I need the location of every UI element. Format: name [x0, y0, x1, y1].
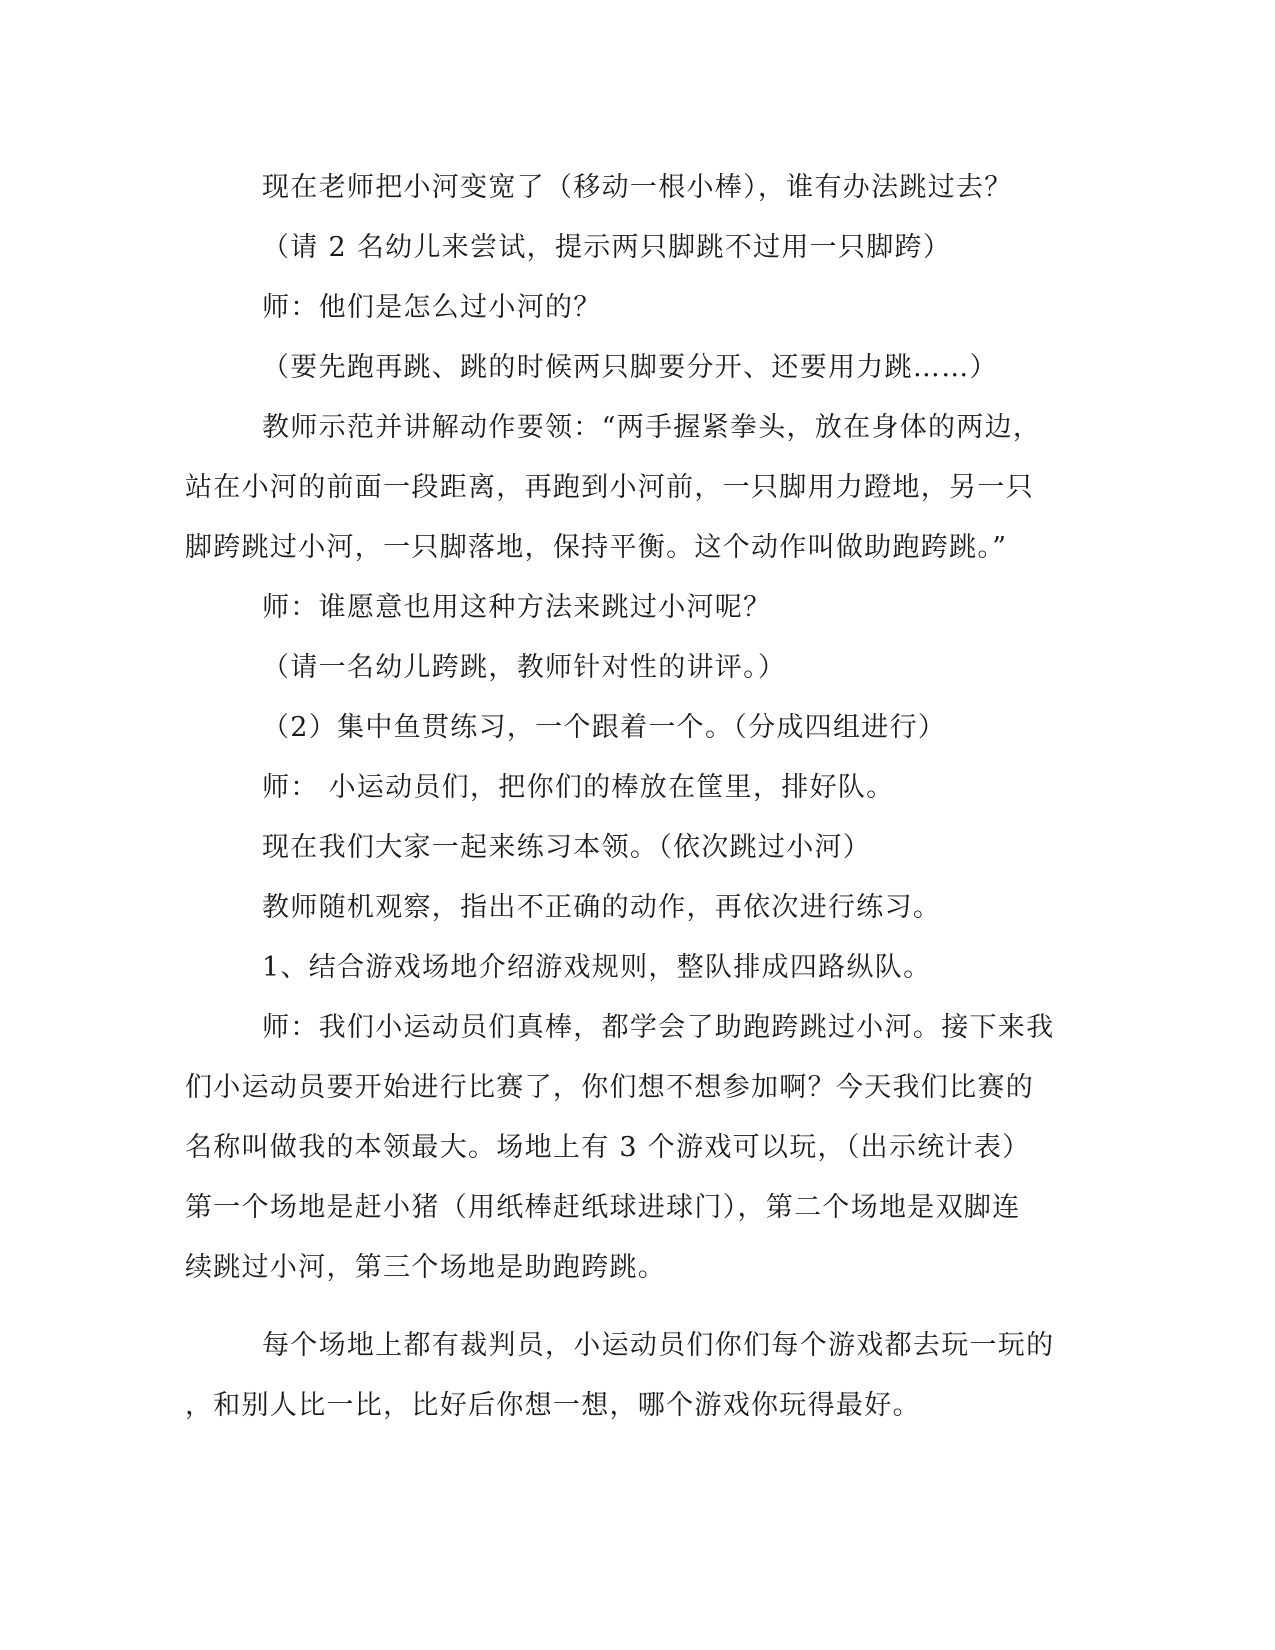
paragraph-line: 教师示范并讲解动作要领：“两手握紧拳头，放在身体的两边， [262, 412, 1042, 443]
document-body [185, 158, 1065, 1436]
paragraph-line: 第一个场地是赶小猪（用纸棒赶纸球进球门），第二个场地是双脚连 [185, 1192, 1021, 1223]
paragraph-spacer [185, 1298, 1065, 1316]
paragraph-line: 师：他们是怎么过小河的？ [262, 292, 602, 323]
paragraph-line: 师： 小运动员们，把你们的棒放在筐里，排好队。 [262, 772, 895, 803]
paragraph-line: 现在我们大家一起来练习本领。（依次跳过小河） [262, 832, 872, 863]
paragraph-line: 每个场地上都有裁判员，小运动员们你们每个游戏都去玩一玩的 [262, 1330, 1055, 1361]
paragraph-line: 师：我们小运动员们真棒，都学会了助跑跨跳过小河。接下来我 [262, 1012, 1055, 1043]
paragraph-line: （请一名幼儿跨跳，教师针对性的讲评。） [262, 652, 787, 683]
paragraph-line: 名称叫做我的本领最大。场地上有 3 个游戏可以玩，（出示统计表） [185, 1132, 1031, 1163]
paragraph-line: 师：谁愿意也用这种方法来跳过小河呢？ [262, 592, 772, 623]
paragraph-line: 续跳过小河，第三个场地是助跑跨跳。 [185, 1252, 667, 1283]
paragraph-line: 1、结合游戏场地介绍游戏规则，整队排成四路纵队。 [262, 952, 932, 983]
paragraph-line: （请 2 名幼儿来尝试，提示两只脚跳不过用一只脚跨） [262, 232, 952, 263]
paragraph-line: 教师随机观察，指出不正确的动作，再依次进行练习。 [262, 892, 942, 923]
paragraph-line: 现在老师把小河变宽了（移动一根小棒），谁有办法跳过去？ [262, 172, 1013, 203]
paragraph-line: 脚跨跳过小河，一只脚落地，保持平衡。这个动作叫做助跑跨跳。” [185, 532, 1008, 563]
paragraph-line: （要先跑再跳、跳的时候两只脚要分开、还要用力跳……） [262, 352, 998, 383]
paragraph-line: ，和别人比一比，比好后你想一想，哪个游戏你玩得最好。 [185, 1390, 921, 1421]
paragraph-line: （2）集中鱼贯练习，一个跟着一个。（分成四组进行） [262, 712, 947, 743]
paragraph-line: 站在小河的前面一段距离，再跑到小河前，一只脚用力蹬地，另一只 [185, 472, 1034, 503]
paragraph-line: 们小运动员要开始进行比赛了，你们想不想参加啊？今天我们比赛的 [185, 1072, 1034, 1103]
